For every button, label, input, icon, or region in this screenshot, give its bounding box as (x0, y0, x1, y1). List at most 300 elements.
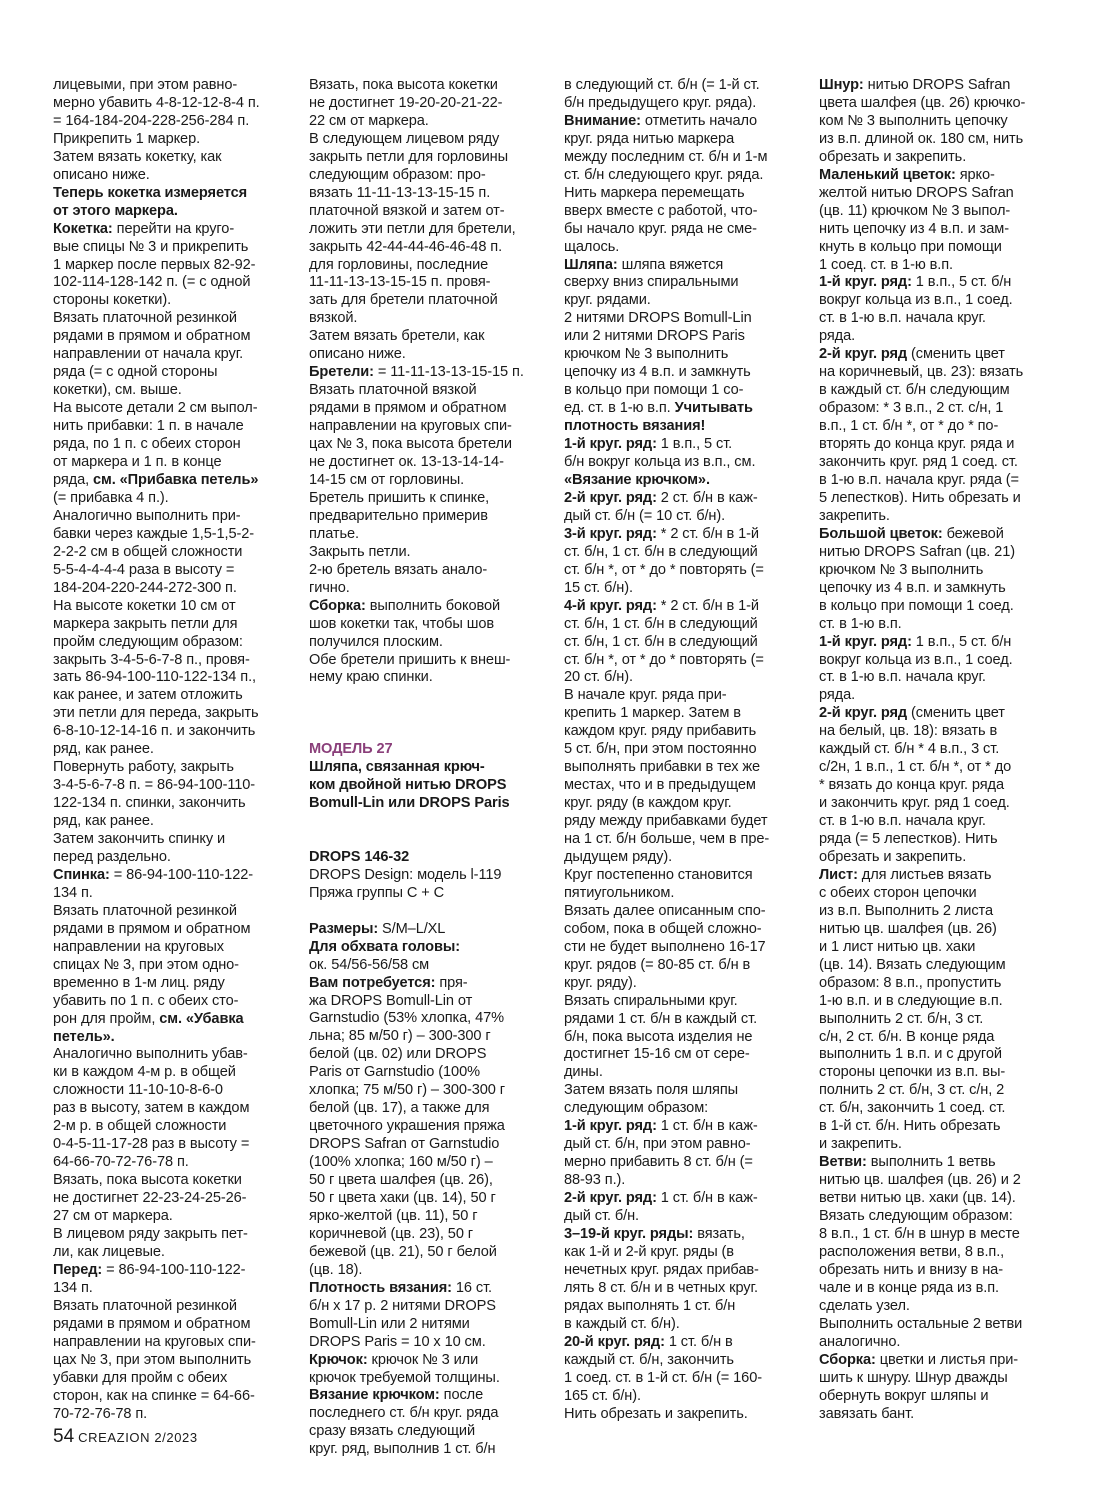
text-segment: 50 г цвета хаки (цв. 14), 50 г (309, 1190, 496, 1206)
text-segment: Вязать платочной резинкой (53, 1297, 237, 1314)
bold-text: петель». (53, 1028, 115, 1045)
text-line (819, 113, 1051, 131)
text-line (819, 687, 1051, 705)
text-line (564, 508, 796, 526)
text-line (309, 454, 541, 472)
text-segment: шляпа вяжется (617, 256, 724, 273)
text-segment: бежевой (цв. 21), 50 г белой (309, 1243, 497, 1260)
text-segment: чале и в конце ряда из в.п. (819, 1279, 1000, 1296)
text-segment: эти петли для переда, закрыть (53, 705, 259, 722)
bold-text: Плотность вязания: (309, 1279, 452, 1296)
text-segment: б/н вокруг кольца из в.п., см. (564, 454, 756, 471)
text-segment: в следующий ст. б/н (= 1-й ст. (564, 77, 760, 93)
text-segment: 1 соед. ст. в 1-й ст. б/н (= 160- (564, 1369, 762, 1386)
text-segment: нитью цв. шалфея (цв. 26) и 2 (819, 1172, 1021, 1189)
text-segment: цах № 3, при этом выполнить (53, 1351, 252, 1368)
text-line (819, 759, 1051, 777)
text-line (53, 1334, 285, 1352)
text-segment: коричневой (цв. 23), 50 г (309, 1225, 474, 1242)
text-line (564, 149, 796, 167)
text-segment: мерно убавить 4-8-12-12-8-4 п. (53, 94, 260, 111)
text-segment: Бретель пришить к спинке, (309, 489, 490, 506)
text-segment: сти не будет выполнено 16-17 (564, 938, 766, 955)
text-segment: На высоте детали 2 см выпол- (53, 400, 258, 417)
text-segment: ряда, (53, 471, 93, 488)
text-line (564, 131, 796, 149)
text-line (564, 903, 796, 921)
text-line (819, 1316, 1051, 1334)
text-segment: щалось. (564, 238, 620, 255)
text-segment: на 1 ст. б/н больше, чем в пре- (564, 831, 770, 848)
text-line (309, 1064, 541, 1082)
text-line (819, 1154, 1051, 1172)
text-segment: ряда. (819, 687, 856, 704)
text-line (53, 1208, 285, 1226)
text-line (309, 598, 541, 616)
text-segment: цветки и листья при- (875, 1351, 1019, 1368)
text-line (564, 526, 796, 544)
text-line (53, 1118, 285, 1136)
text-line (819, 741, 1051, 759)
text-line (819, 292, 1051, 310)
text-segment: убавки для пройм с обеих (53, 1369, 228, 1386)
bold-text: плотность вязания! (564, 418, 706, 435)
text-segment: ст. в 1-ю в.п. начала круг. (819, 813, 986, 830)
text-line (564, 795, 796, 813)
text-segment: 20 ст. б/н). (564, 669, 633, 686)
text-line (564, 1100, 796, 1118)
text-line (53, 705, 285, 723)
text-segment: Повернуть работу, закрыть (53, 759, 234, 776)
text-line (53, 239, 285, 257)
text-segment: 11-11-13-13-15-15 п. провя- (309, 274, 491, 291)
text-line (309, 185, 541, 203)
text-segment: зать 86-94-100-110-122-134 п., (53, 669, 256, 686)
text-segment: = 86-94-100-110-122- (109, 866, 253, 883)
text-column-2 (309, 77, 541, 1459)
bold-text: Перед: (53, 1261, 103, 1278)
text-segment: обернуть вокруг шляпы и (819, 1387, 989, 1404)
text-segment: Garnstudio (53% хлопка, 47% (309, 1010, 505, 1027)
text-segment: хлопка; 75 м/50 г) – 300-300 г (309, 1082, 505, 1099)
text-segment: DROPS Design: модель l-119 (309, 866, 502, 883)
text-segment: 16 ст. (451, 1279, 492, 1296)
text-segment: каждый ст. б/н, закончить (564, 1351, 734, 1368)
text-line (564, 1262, 796, 1280)
text-line (819, 903, 1051, 921)
text-segment: белой (цв. 17), а также для (309, 1100, 490, 1117)
text-segment: на белый, цв. 18): вязать в (819, 723, 998, 740)
text-segment: 2-м р. в общей сложности (53, 1118, 227, 1135)
text-line (819, 1388, 1051, 1406)
text-segment: ряда (= с одной стороны (53, 364, 218, 381)
text-line (309, 1352, 541, 1370)
text-line (564, 1046, 796, 1064)
text-line (564, 95, 796, 113)
text-segment: 134 п. (53, 884, 93, 901)
text-line (564, 885, 796, 903)
text-line (564, 741, 796, 759)
text-line (309, 741, 541, 759)
text-segment: кнуть в кольцо при помощи (819, 238, 1002, 255)
bold-text: 2-й круг. ряд (819, 705, 908, 722)
text-line (53, 687, 285, 705)
text-line (309, 221, 541, 239)
text-line (309, 400, 541, 418)
text-segment: Вязать спиральными круг. (564, 992, 738, 1009)
bold-text: 1-й круг. ряд: (564, 436, 657, 453)
text-line (53, 921, 285, 939)
text-segment: ярко- (955, 166, 995, 183)
text-segment: или 2 нитями DROPS Paris (564, 328, 745, 345)
text-segment: 1 ст. б/н в (664, 1333, 733, 1350)
text-line (53, 849, 285, 867)
text-segment: крючок № 3 или (367, 1351, 479, 1368)
bold-text: 1-й круг. ряд: (819, 633, 912, 650)
text-line (53, 993, 285, 1011)
text-segment: сверху вниз спиральными (564, 274, 739, 291)
text-line (564, 203, 796, 221)
text-segment: Paris от Garnstudio (100% (309, 1064, 480, 1081)
text-segment: желтой нитью DROPS Safran (819, 184, 1014, 201)
text-segment: сложности 11-10-10-8-6-0 (53, 1082, 223, 1099)
text-segment: 1 в.п., 5 ст. (656, 436, 733, 453)
bold-text: Сборка: (819, 1351, 876, 1368)
text-segment: нему краю спинки. (309, 669, 433, 686)
text-segment: обрезать и закрепить. (819, 148, 967, 165)
text-line (819, 831, 1051, 849)
text-segment: 15 ст. б/н). (564, 579, 633, 596)
text-segment: = 164-184-204-228-256-284 п. (53, 112, 250, 129)
text-line (819, 526, 1051, 544)
text-line (564, 274, 796, 292)
text-line (53, 831, 285, 849)
text-segment: с/2н, 1 в.п., 1 ст. б/н *, от * до (819, 759, 1012, 776)
text-segment: в 1-ю в.п. начала круг. ряда (= (819, 471, 1019, 488)
text-segment: Аналогично выполнить убав- (53, 1046, 248, 1063)
text-line (819, 1172, 1051, 1190)
text-line (53, 508, 285, 526)
text-line (53, 310, 285, 328)
text-line (309, 1244, 541, 1262)
text-line (53, 472, 285, 490)
text-line (564, 292, 796, 310)
text-segment: следующим образом: (564, 1100, 709, 1117)
text-line (564, 957, 796, 975)
text-segment: 64-66-70-72-76-78 п. (53, 1154, 189, 1171)
text-line (53, 723, 285, 741)
text-segment: Затем закончить спинку и (53, 831, 226, 848)
text-segment: рон для пройм, (53, 1010, 160, 1027)
text-segment: направлении на круговых спи- (53, 1333, 256, 1350)
text-line (53, 1172, 285, 1190)
text-segment: в каждый ст. б/н следующим (819, 382, 1010, 399)
text-line (309, 328, 541, 346)
text-segment: 5 ст. б/н, при этом постоянно (564, 741, 757, 758)
text-segment: ряду между прибавками будет (564, 813, 768, 830)
text-line (309, 1136, 541, 1154)
text-segment: цвета шалфея (цв. 26) крючко- (819, 94, 1026, 111)
text-line (819, 1029, 1051, 1047)
text-segment: в кольцо при помощи 1 со- (564, 382, 744, 399)
text-line (53, 274, 285, 292)
text-segment: рядах выполнять 1 ст. б/н (564, 1297, 736, 1314)
text-segment: б/н предыдущего круг. ряда). (564, 94, 757, 111)
text-segment: 14-15 см от горловины. (309, 471, 465, 488)
text-line (53, 544, 285, 562)
text-segment: шов кокетки так, чтобы шов (309, 615, 495, 632)
text-line (819, 885, 1051, 903)
text-line (819, 993, 1051, 1011)
text-segment: гично. (309, 579, 350, 596)
text-segment: = 86-94-100-110-122- (102, 1261, 246, 1278)
text-segment: сразу вязать следующий (309, 1423, 476, 1440)
text-line (309, 472, 541, 490)
text-segment: нитью цв. шалфея (цв. 26) (819, 920, 997, 937)
text-segment: 134 п. (53, 1279, 93, 1296)
text-line (53, 1082, 285, 1100)
text-line (53, 759, 285, 777)
text-line (309, 1046, 541, 1064)
text-line (819, 490, 1051, 508)
text-segment: нитью DROPS Safran (цв. 21) (819, 543, 1015, 560)
text-segment: между последним ст. б/н и 1-м (564, 148, 768, 165)
text-line (309, 1226, 541, 1244)
text-line (309, 993, 541, 1011)
text-line (53, 975, 285, 993)
text-segment: рядами в прямом и обратном (53, 1315, 251, 1332)
text-segment: 6-8-10-12-14-16 п. и закончить (53, 723, 256, 740)
text-segment: пятиугольником. (564, 884, 675, 901)
text-segment: лицевыми, при этом равно- (53, 77, 238, 93)
text-line (309, 77, 541, 95)
text-line (564, 1298, 796, 1316)
text-segment: направлении на круговых (53, 938, 225, 955)
text-line (564, 1316, 796, 1334)
text-segment: аналогично. (819, 1333, 901, 1350)
text-segment: дый ст. б/н (= 10 ст. б/н). (564, 507, 726, 524)
text-segment: последнего ст. б/н круг. ряда (309, 1405, 499, 1422)
text-line (309, 1208, 541, 1226)
text-line (819, 1262, 1051, 1280)
text-segment: белой (цв. 02) или DROPS (309, 1046, 487, 1063)
text-line (309, 203, 541, 221)
text-segment: нить прибавки: 1 п. в начале (53, 418, 244, 435)
text-segment: 50 г цвета шалфея (цв. 26), (309, 1172, 493, 1189)
text-line (53, 131, 285, 149)
text-segment: перейти на круго- (112, 220, 235, 237)
text-segment: для горловины, последние (309, 256, 489, 273)
text-line (309, 544, 541, 562)
text-line (564, 813, 796, 831)
text-line (53, 1370, 285, 1388)
text-line (53, 1100, 285, 1118)
text-segment: Нить обрезать и закрепить. (564, 1405, 748, 1422)
text-segment: каждом круг. ряду прибавить (564, 723, 757, 740)
text-line (309, 1154, 541, 1172)
text-line (819, 131, 1051, 149)
text-line (564, 598, 796, 616)
bold-text: 2-й круг. ряд: (564, 1190, 657, 1207)
blank-line (309, 687, 541, 705)
bold-text: 2-й круг. ряд: (564, 489, 657, 506)
text-line (564, 831, 796, 849)
text-line (309, 1082, 541, 1100)
text-line (309, 795, 541, 813)
text-line (309, 669, 541, 687)
text-segment: круг. ряд, выполнив 1 ст. б/н (309, 1441, 496, 1458)
bold-text: 3-й круг. ряд: (564, 525, 657, 542)
text-segment: 1 маркер после первых 82-92- (53, 256, 256, 273)
text-segment: пройм следующим образом: (53, 633, 243, 650)
text-segment: обрезать нить и внизу в на- (819, 1261, 1003, 1278)
text-line (819, 1280, 1051, 1298)
text-segment: Затем вязать поля шляпы (564, 1082, 739, 1099)
bold-text: 1-й круг. ряд: (564, 1118, 657, 1135)
text-line (819, 1011, 1051, 1029)
text-segment: Прикрепить 1 маркер. (53, 130, 201, 147)
text-segment: Круг постепенно становится (564, 866, 753, 883)
text-segment: цепочку из 4 в.п. и замкнуть (564, 364, 751, 381)
text-segment: нечетных круг. рядах прибав- (564, 1261, 759, 1278)
text-segment: DROPS Safran от Garnstudio (309, 1136, 500, 1153)
text-column-3 (564, 77, 796, 1423)
text-segment: 1-ю в.п. и в следующие в.п. (819, 992, 1003, 1009)
text-segment: стороны кокетки). (53, 292, 172, 309)
text-line (53, 77, 285, 95)
text-line (819, 957, 1051, 975)
text-segment: 184-204-220-244-272-300 п. (53, 579, 237, 596)
text-segment: как 1-й и 2-й круг. ряды (в (564, 1243, 734, 1260)
text-line (309, 939, 541, 957)
text-segment: * 2 ст. б/н в 1-й (656, 597, 759, 614)
text-line (309, 1010, 541, 1028)
text-line (53, 490, 285, 508)
text-segment: выполнить боковой (365, 597, 501, 614)
text-segment: каждый ст. б/н * 4 в.п., 3 ст. (819, 741, 1000, 758)
text-segment: в 1-й ст. б/н. Нить обрезать (819, 1118, 1001, 1135)
text-line (819, 795, 1051, 813)
text-line (309, 580, 541, 598)
text-segment: полнить 2 ст. б/н, 3 ст. с/н, 2 (819, 1082, 1005, 1099)
text-segment: 0-4-5-11-17-28 раз в высоту = (53, 1136, 250, 1153)
text-line (564, 1011, 796, 1029)
text-segment: ряд, как ранее. (53, 813, 154, 830)
text-segment: в кольцо при помощи 1 соед. (819, 597, 1014, 614)
text-segment: не достигнет 22-23-24-25-26- (53, 1190, 247, 1207)
bold-text: 2-й круг. ряд (819, 346, 908, 363)
bold-text: Бретели: (309, 364, 374, 381)
text-line (564, 1370, 796, 1388)
blank-line (309, 831, 541, 849)
text-segment: временно в 1-м лиц. ряду (53, 974, 225, 991)
bold-text: ком двойной нитью DROPS (309, 777, 507, 794)
text-line (564, 1029, 796, 1047)
text-line (53, 1298, 285, 1316)
text-segment: бавки через каждые 1,5-1,5-2- (53, 525, 254, 542)
text-segment: дыдущем ряду). (564, 848, 673, 865)
text-segment: выполнить 2 ст. б/н, 3 ст. (819, 1010, 984, 1027)
text-segment: круг. ряда нитью маркера (564, 130, 735, 147)
text-line (309, 1190, 541, 1208)
text-line (819, 185, 1051, 203)
text-line (564, 257, 796, 275)
text-line (564, 921, 796, 939)
text-segment: Пряжа группы С + С (309, 884, 445, 901)
text-segment: * вязать до конца круг. ряда (819, 777, 1004, 794)
text-line (819, 598, 1051, 616)
text-segment: 88-93 п.). (564, 1172, 626, 1189)
text-line (53, 346, 285, 364)
text-segment: (= прибавка 4 п.). (53, 489, 169, 506)
text-line (309, 1262, 541, 1280)
text-line (564, 1406, 796, 1424)
text-segment: ярко-желтой (цв. 11), 50 г (309, 1207, 478, 1224)
bold-text: Ветви: (819, 1154, 867, 1171)
model-heading: МОДЕЛЬ 27 (309, 741, 393, 758)
text-line (564, 939, 796, 957)
text-segment: и закрепить. (819, 1136, 902, 1153)
text-segment: обрезать и закрепить. (819, 848, 967, 865)
text-line (819, 1352, 1051, 1370)
text-line (564, 490, 796, 508)
text-line (53, 526, 285, 544)
bold-text: 1-й круг. ряд: (819, 274, 912, 291)
text-line (564, 669, 796, 687)
text-segment: 2-2-2 см в общей сложности (53, 543, 243, 560)
text-segment: для листьев вязать (857, 866, 992, 883)
text-line (564, 1118, 796, 1136)
text-segment: = 11-11-13-13-15-15 п. (373, 364, 524, 381)
text-line (819, 1226, 1051, 1244)
bold-text: Для обхвата головы: (309, 938, 460, 955)
text-line (564, 436, 796, 454)
text-line (819, 203, 1051, 221)
text-segment: 1 ст. б/н в каж- (656, 1190, 758, 1207)
text-line (53, 436, 285, 454)
text-segment: ст. в 1-ю в.п. (819, 615, 902, 632)
text-segment: (сменить цвет (907, 346, 1005, 363)
text-segment: жа DROPS Bomull-Lin от (309, 992, 473, 1009)
text-line (309, 364, 541, 382)
text-line (53, 292, 285, 310)
text-line (819, 508, 1051, 526)
text-line (819, 723, 1051, 741)
text-segment: Bomull-Lin или 2 нитями (309, 1315, 470, 1332)
text-line (819, 813, 1051, 831)
text-line (53, 813, 285, 831)
text-line (309, 1441, 541, 1459)
text-line (819, 580, 1051, 598)
text-segment: Вязать платочной вязкой (309, 382, 477, 399)
text-line (564, 1190, 796, 1208)
text-segment: Обе бретели пришить к внеш- (309, 651, 511, 668)
blank-line (309, 903, 541, 921)
text-segment: достигнет 15-16 см от сере- (564, 1046, 750, 1063)
text-line (819, 167, 1051, 185)
blank-line (309, 813, 541, 831)
text-line (53, 400, 285, 418)
text-segment: вые спицы № 3 и прикрепить (53, 238, 249, 255)
text-line (53, 1046, 285, 1064)
text-segment: цветочного украшения пряжа (309, 1118, 505, 1135)
text-segment: 5 лепестков). Нить обрезать и (819, 489, 1021, 506)
text-line (309, 634, 541, 652)
text-line (564, 687, 796, 705)
text-segment: шить к шнуру. Шнур дважды (819, 1369, 1008, 1386)
bold-text: Лист: (819, 866, 858, 883)
text-segment: В следующем лицевом ряду (309, 130, 500, 147)
